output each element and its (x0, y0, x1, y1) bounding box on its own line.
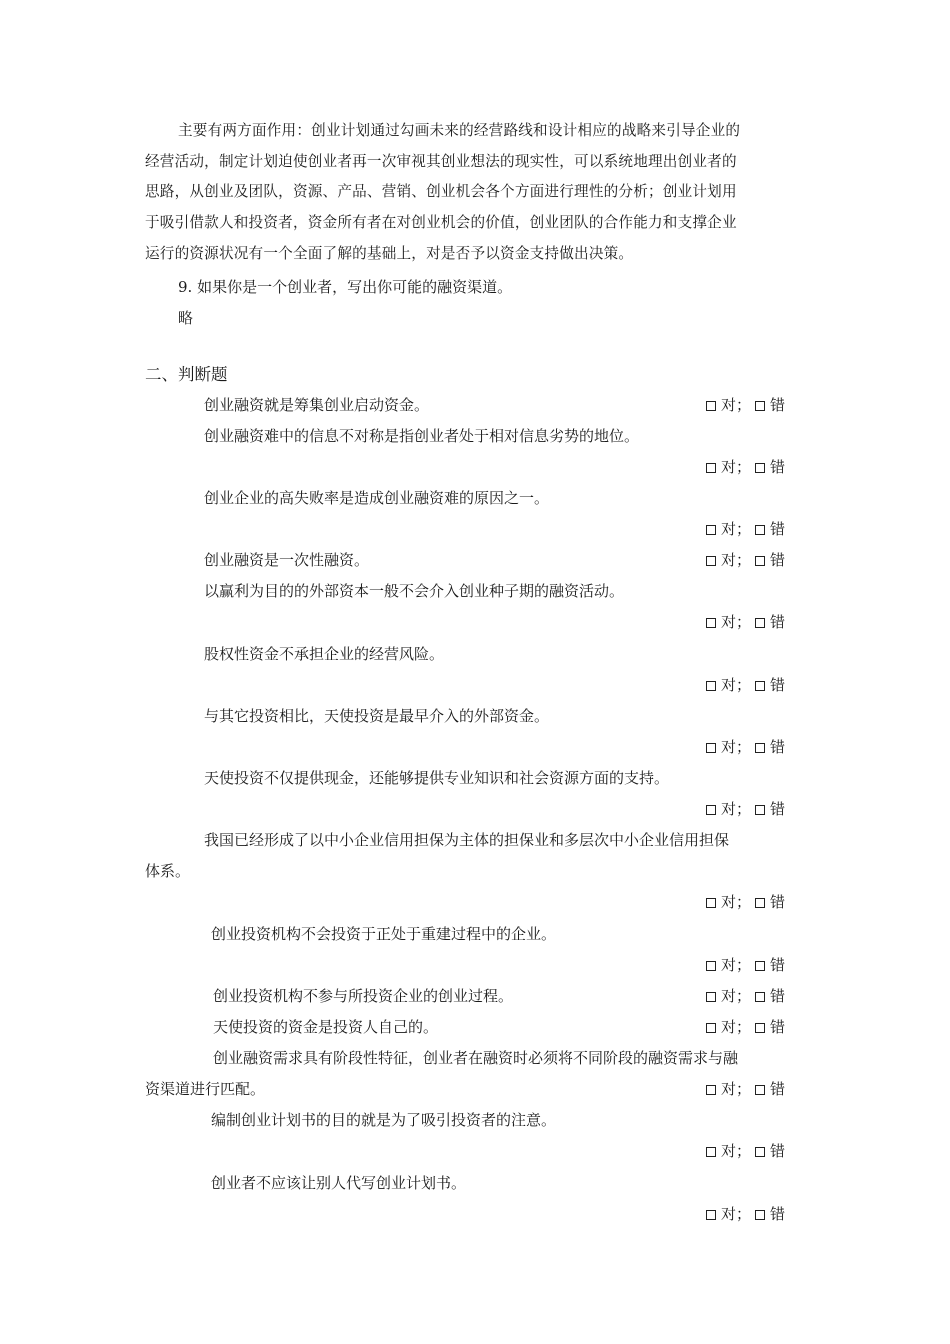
item-12-text: 天使投资的资金是投资人自己的。 (213, 1018, 439, 1036)
false-checkbox[interactable] (755, 992, 765, 1002)
true-checkbox[interactable] (706, 805, 716, 815)
item-3-options: 对； 错 (706, 519, 785, 539)
false-checkbox[interactable] (755, 961, 765, 971)
item-3-text: 创业企业的高失败率是造成创业融资难的原因之一。 (204, 489, 550, 507)
item-10-options: 对； 错 (706, 955, 785, 975)
item-4-text: 创业融资是一次性融资。 (204, 551, 370, 569)
item-7-options: 对； 错 (706, 737, 785, 757)
true-checkbox[interactable] (706, 961, 716, 971)
item-11-text: 创业投资机构不参与所投资企业的创业过程。 (213, 987, 514, 1005)
item-10-text: 创业投资机构不会投资于正处于重建过程中的企业。 (211, 925, 557, 943)
item-12-options: 对； 错 (706, 1017, 785, 1037)
true-checkbox[interactable] (706, 556, 716, 566)
item-2-text: 创业融资难中的信息不对称是指创业者处于相对信息劣势的地位。 (204, 427, 640, 445)
true-checkbox[interactable] (706, 463, 716, 473)
intro-line-4: 于吸引借款人和投资者，资金所有者在对创业机会的价值，创业团队的合作能力和支撑企业 (145, 214, 737, 231)
item-6-text: 股权性资金不承担企业的经营风险。 (204, 645, 445, 663)
false-checkbox[interactable] (755, 618, 765, 628)
false-checkbox[interactable] (755, 556, 765, 566)
item-7-text: 与其它投资相比，天使投资是最早介入的外部资金。 (204, 707, 550, 725)
question-9: 9. 如果你是一个创业者，写出你可能的融资渠道。 (178, 278, 513, 296)
item-15-options: 对； 错 (706, 1204, 785, 1224)
item-11-options: 对； 错 (706, 986, 785, 1006)
question-9-answer: 略 (178, 309, 194, 327)
item-8-options: 对； 错 (706, 799, 785, 819)
true-checkbox[interactable] (706, 743, 716, 753)
true-checkbox[interactable] (706, 618, 716, 628)
false-checkbox[interactable] (755, 401, 765, 411)
true-checkbox[interactable] (706, 898, 716, 908)
item-1-text: 创业融资就是筹集创业启动资金。 (204, 396, 430, 414)
true-checkbox[interactable] (706, 401, 716, 411)
true-checkbox[interactable] (706, 1147, 716, 1157)
item-9-text-line-2: 体系。 (145, 862, 191, 880)
true-checkbox[interactable] (706, 681, 716, 691)
false-checkbox[interactable] (755, 805, 765, 815)
item-2-options: 对； 错 (706, 457, 785, 477)
false-checkbox[interactable] (755, 1210, 765, 1220)
false-checkbox[interactable] (755, 1085, 765, 1095)
intro-line-3: 思路，从创业及团队，资源、产品、营销、创业机会各个方面进行理性的分析；创业计划用 (145, 183, 737, 200)
item-13-options: 对； 错 (706, 1079, 785, 1099)
intro-line-1: 主要有两方面作用：创业计划通过勾画未来的经营路线和设计相应的战略来引导企业的 (178, 122, 741, 139)
item-4-options: 对； 错 (706, 550, 785, 570)
item-5-options: 对； 错 (706, 612, 785, 632)
item-14-options: 对； 错 (706, 1141, 785, 1161)
false-checkbox[interactable] (755, 1023, 765, 1033)
true-checkbox[interactable] (706, 1085, 716, 1095)
item-6-options: 对； 错 (706, 675, 785, 695)
false-checkbox[interactable] (755, 743, 765, 753)
item-15-text: 创业者不应该让别人代写创业计划书。 (211, 1174, 467, 1192)
item-14-text: 编制创业计划书的目的就是为了吸引投资者的注意。 (211, 1111, 557, 1129)
item-9-options: 对； 错 (706, 892, 785, 912)
item-13-text-line-1: 创业融资需求具有阶段性特征，创业者在融资时必须将不同阶段的融资需求与融 (213, 1049, 739, 1067)
true-checkbox[interactable] (706, 1210, 716, 1220)
item-1-options: 对； 错 (706, 395, 785, 415)
false-checkbox[interactable] (755, 898, 765, 908)
intro-line-2: 经营活动，制定计划迫使创业者再一次审视其创业想法的现实性，可以系统地理出创业者的 (145, 153, 737, 170)
item-13-text-line-2: 资渠道进行匹配。 (145, 1080, 266, 1098)
false-checkbox[interactable] (755, 681, 765, 691)
item-8-text: 天使投资不仅提供现金，还能够提供专业知识和社会资源方面的支持。 (204, 769, 670, 787)
section-title: 二、判断题 (145, 365, 228, 384)
false-checkbox[interactable] (755, 463, 765, 473)
false-checkbox[interactable] (755, 525, 765, 535)
item-9-text-line-1: 我国已经形成了以中小企业信用担保为主体的担保业和多层次中小企业信用担保 (204, 831, 730, 849)
true-checkbox[interactable] (706, 992, 716, 1002)
true-checkbox[interactable] (706, 1023, 716, 1033)
true-checkbox[interactable] (706, 525, 716, 535)
intro-line-5: 运行的资源状况有一个全面了解的基础上，对是否予以资金支持做出决策。 (145, 245, 634, 262)
false-checkbox[interactable] (755, 1147, 765, 1157)
item-5-text: 以赢利为目的的外部资本一般不会介入创业种子期的融资活动。 (204, 582, 625, 600)
